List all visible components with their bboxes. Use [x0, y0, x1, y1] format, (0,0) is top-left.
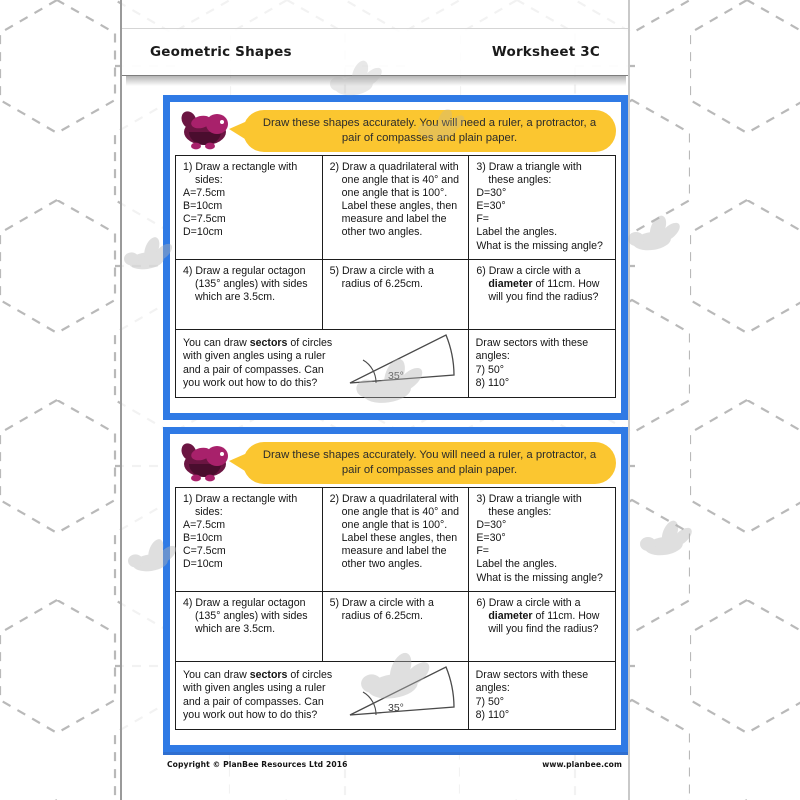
- sector-tasks-cell-copy: [469, 662, 615, 729]
- sector-row-top: [175, 330, 616, 398]
- task-1-line-1-copy: 1) Draw a rectangle with: [183, 493, 298, 505]
- task-cell-3: [469, 156, 616, 260]
- task-cell-2-copy: [323, 488, 470, 592]
- task-3-line-4: E=30°: [476, 200, 506, 213]
- worksheet-card-bottom: [163, 427, 628, 752]
- sector-note-text-copy: [183, 669, 342, 723]
- task-1-line-5: C=7.5cm: [183, 213, 226, 226]
- sector-diagram: [342, 337, 462, 391]
- instruction-text: Draw these shapes accurately. You will need a ruler, a protractor, a pair of compasses and plain paper.: [262, 117, 597, 144]
- bee-mascot-icon-2: [175, 440, 233, 486]
- sector-tasks-heading-copy: Draw sectors with these angles:: [475, 669, 589, 695]
- website-text: www.planbee.com: [542, 760, 622, 769]
- task-6-part-1: 6) Draw a circle with a: [476, 265, 581, 277]
- page-title: Geometric Shapes: [150, 44, 292, 60]
- task-cell-5: [323, 260, 470, 330]
- sector-task-7-copy: 7) 50°: [475, 695, 505, 708]
- task-3-line-5: F=: [476, 213, 489, 226]
- task-1-line-5-copy: C=7.5cm: [183, 545, 226, 558]
- task-1-line-6: D=10cm: [183, 226, 223, 239]
- task-cell-6-copy: [469, 592, 616, 662]
- sector-angle-label-copy: 35°: [387, 701, 404, 714]
- task-6-part-2-copy: of 11cm. How will you find the radius?: [488, 610, 600, 636]
- task-cell-3-copy: [469, 488, 616, 592]
- task-6-part-2: of 11cm. How will you find the radius?: [488, 278, 600, 304]
- sector-note-post: of circles with given angles using a ruler and a pair of compasses. Can you work out how to do this?: [183, 337, 333, 390]
- sector-tasks-cell: [469, 330, 615, 397]
- worksheet-card-top: [163, 95, 628, 420]
- task-cell-2: [323, 156, 470, 260]
- task-3-line-1-copy: 3) Draw a triangle with: [476, 493, 582, 505]
- task-3-line-7: What is the missing angle?: [476, 239, 603, 252]
- header-shadow: [126, 76, 626, 86]
- task-grid-row-1: [175, 155, 616, 330]
- task-1-line-2-copy: sides:: [195, 506, 223, 519]
- task-6-text-copy: [476, 597, 609, 636]
- task-1-line-2: sides:: [195, 174, 223, 187]
- sector-note-text: [183, 337, 342, 391]
- task-5-text-copy: 5) Draw a circle with a radius of 6.25cm.: [329, 597, 434, 623]
- worksheet-label: Worksheet 3C: [491, 44, 600, 60]
- task-3-line-7-copy: What is the missing angle?: [476, 571, 603, 584]
- sector-task-8-copy: 8) 110°: [475, 709, 510, 722]
- task-cell-1-copy: [176, 488, 323, 592]
- sector-note-pre-copy: You can draw: [183, 669, 250, 681]
- task-1-line-1: 1) Draw a rectangle with: [183, 161, 298, 173]
- instruction-banner-2: [175, 439, 616, 487]
- task-1-line-3: A=7.5cm: [183, 187, 226, 200]
- task-1-line-4: B=10cm: [183, 200, 223, 213]
- task-3-line-4-copy: E=30°: [476, 532, 506, 545]
- task-2-text: 2) Draw a quadrilateral with one angle that is 40° and one angle that is 100°. Label these angles, then measure and label the other two angles.: [329, 161, 459, 239]
- sector-task-7: 7) 50°: [475, 363, 505, 376]
- sector-note-pre: You can draw: [183, 337, 250, 349]
- task-2-text-copy: 2) Draw a quadrilateral with one angle that is 40° and one angle that is 100°. Label these angles, then measure and label the other two angles.: [329, 493, 459, 571]
- task-3-line-1: 3) Draw a triangle with: [476, 161, 582, 173]
- task-grid-row-2: [175, 487, 616, 662]
- instruction-text-2: Draw these shapes accurately. You will need a ruler, a protractor, a pair of compasses and plain paper.: [262, 449, 597, 476]
- sector-tasks-heading: Draw sectors with these angles:: [475, 337, 589, 363]
- task-6-bold-word-copy: diameter: [488, 610, 533, 623]
- task-3-line-3-copy: D=30°: [476, 519, 507, 532]
- task-1-line-4-copy: B=10cm: [183, 532, 223, 545]
- task-1-line-6-copy: D=10cm: [183, 558, 223, 571]
- task-4-text: 4) Draw a regular octagon (135° angles) with sides which are 3.5cm.: [183, 265, 308, 304]
- task-3-line-6-copy: Label the angles.: [476, 558, 558, 571]
- task-cell-1: [176, 156, 323, 260]
- sector-note-cell-copy: [176, 662, 469, 729]
- bee-mascot-icon: [175, 108, 233, 154]
- task-cell-4-copy: [176, 592, 323, 662]
- copyright-text: Copyright © PlanBee Resources Ltd 2016: [167, 760, 348, 769]
- task-4-text-copy: 4) Draw a regular octagon (135° angles) with sides which are 3.5cm.: [183, 597, 308, 636]
- task-3-line-5-copy: F=: [476, 545, 489, 558]
- task-cell-4: [176, 260, 323, 330]
- instruction-speech-bubble: [243, 110, 616, 152]
- task-5-text: 5) Draw a circle with a radius of 6.25cm.: [329, 265, 434, 291]
- sector-note-cell: [176, 330, 469, 397]
- instruction-speech-bubble-2: [243, 442, 616, 484]
- task-cell-5-copy: [323, 592, 470, 662]
- sector-angle-label: 35°: [387, 369, 404, 382]
- task-3-line-2: these angles:: [488, 174, 552, 187]
- task-1-line-3-copy: A=7.5cm: [183, 519, 226, 532]
- document-footer: [163, 752, 628, 772]
- sector-note-bold: sectors: [249, 337, 288, 349]
- task-6-part-1-copy: 6) Draw a circle with a: [476, 597, 581, 609]
- document-header: [122, 28, 628, 76]
- task-cell-6: [469, 260, 616, 330]
- task-6-text: [476, 265, 609, 304]
- sector-note-post-copy: of circles with given angles using a ruler and a pair of compasses. Can you work out how to do this?: [183, 669, 333, 722]
- instruction-banner: [175, 107, 616, 155]
- task-3-line-6: Label the angles.: [476, 226, 558, 239]
- sector-row-bottom: [175, 662, 616, 730]
- sector-diagram-copy: [342, 669, 462, 723]
- sector-note-bold-copy: sectors: [249, 669, 288, 681]
- sector-task-8: 8) 110°: [475, 377, 510, 390]
- task-6-bold-word: diameter: [488, 278, 533, 291]
- task-3-line-3: D=30°: [476, 187, 507, 200]
- task-3-line-2-copy: these angles:: [488, 506, 552, 519]
